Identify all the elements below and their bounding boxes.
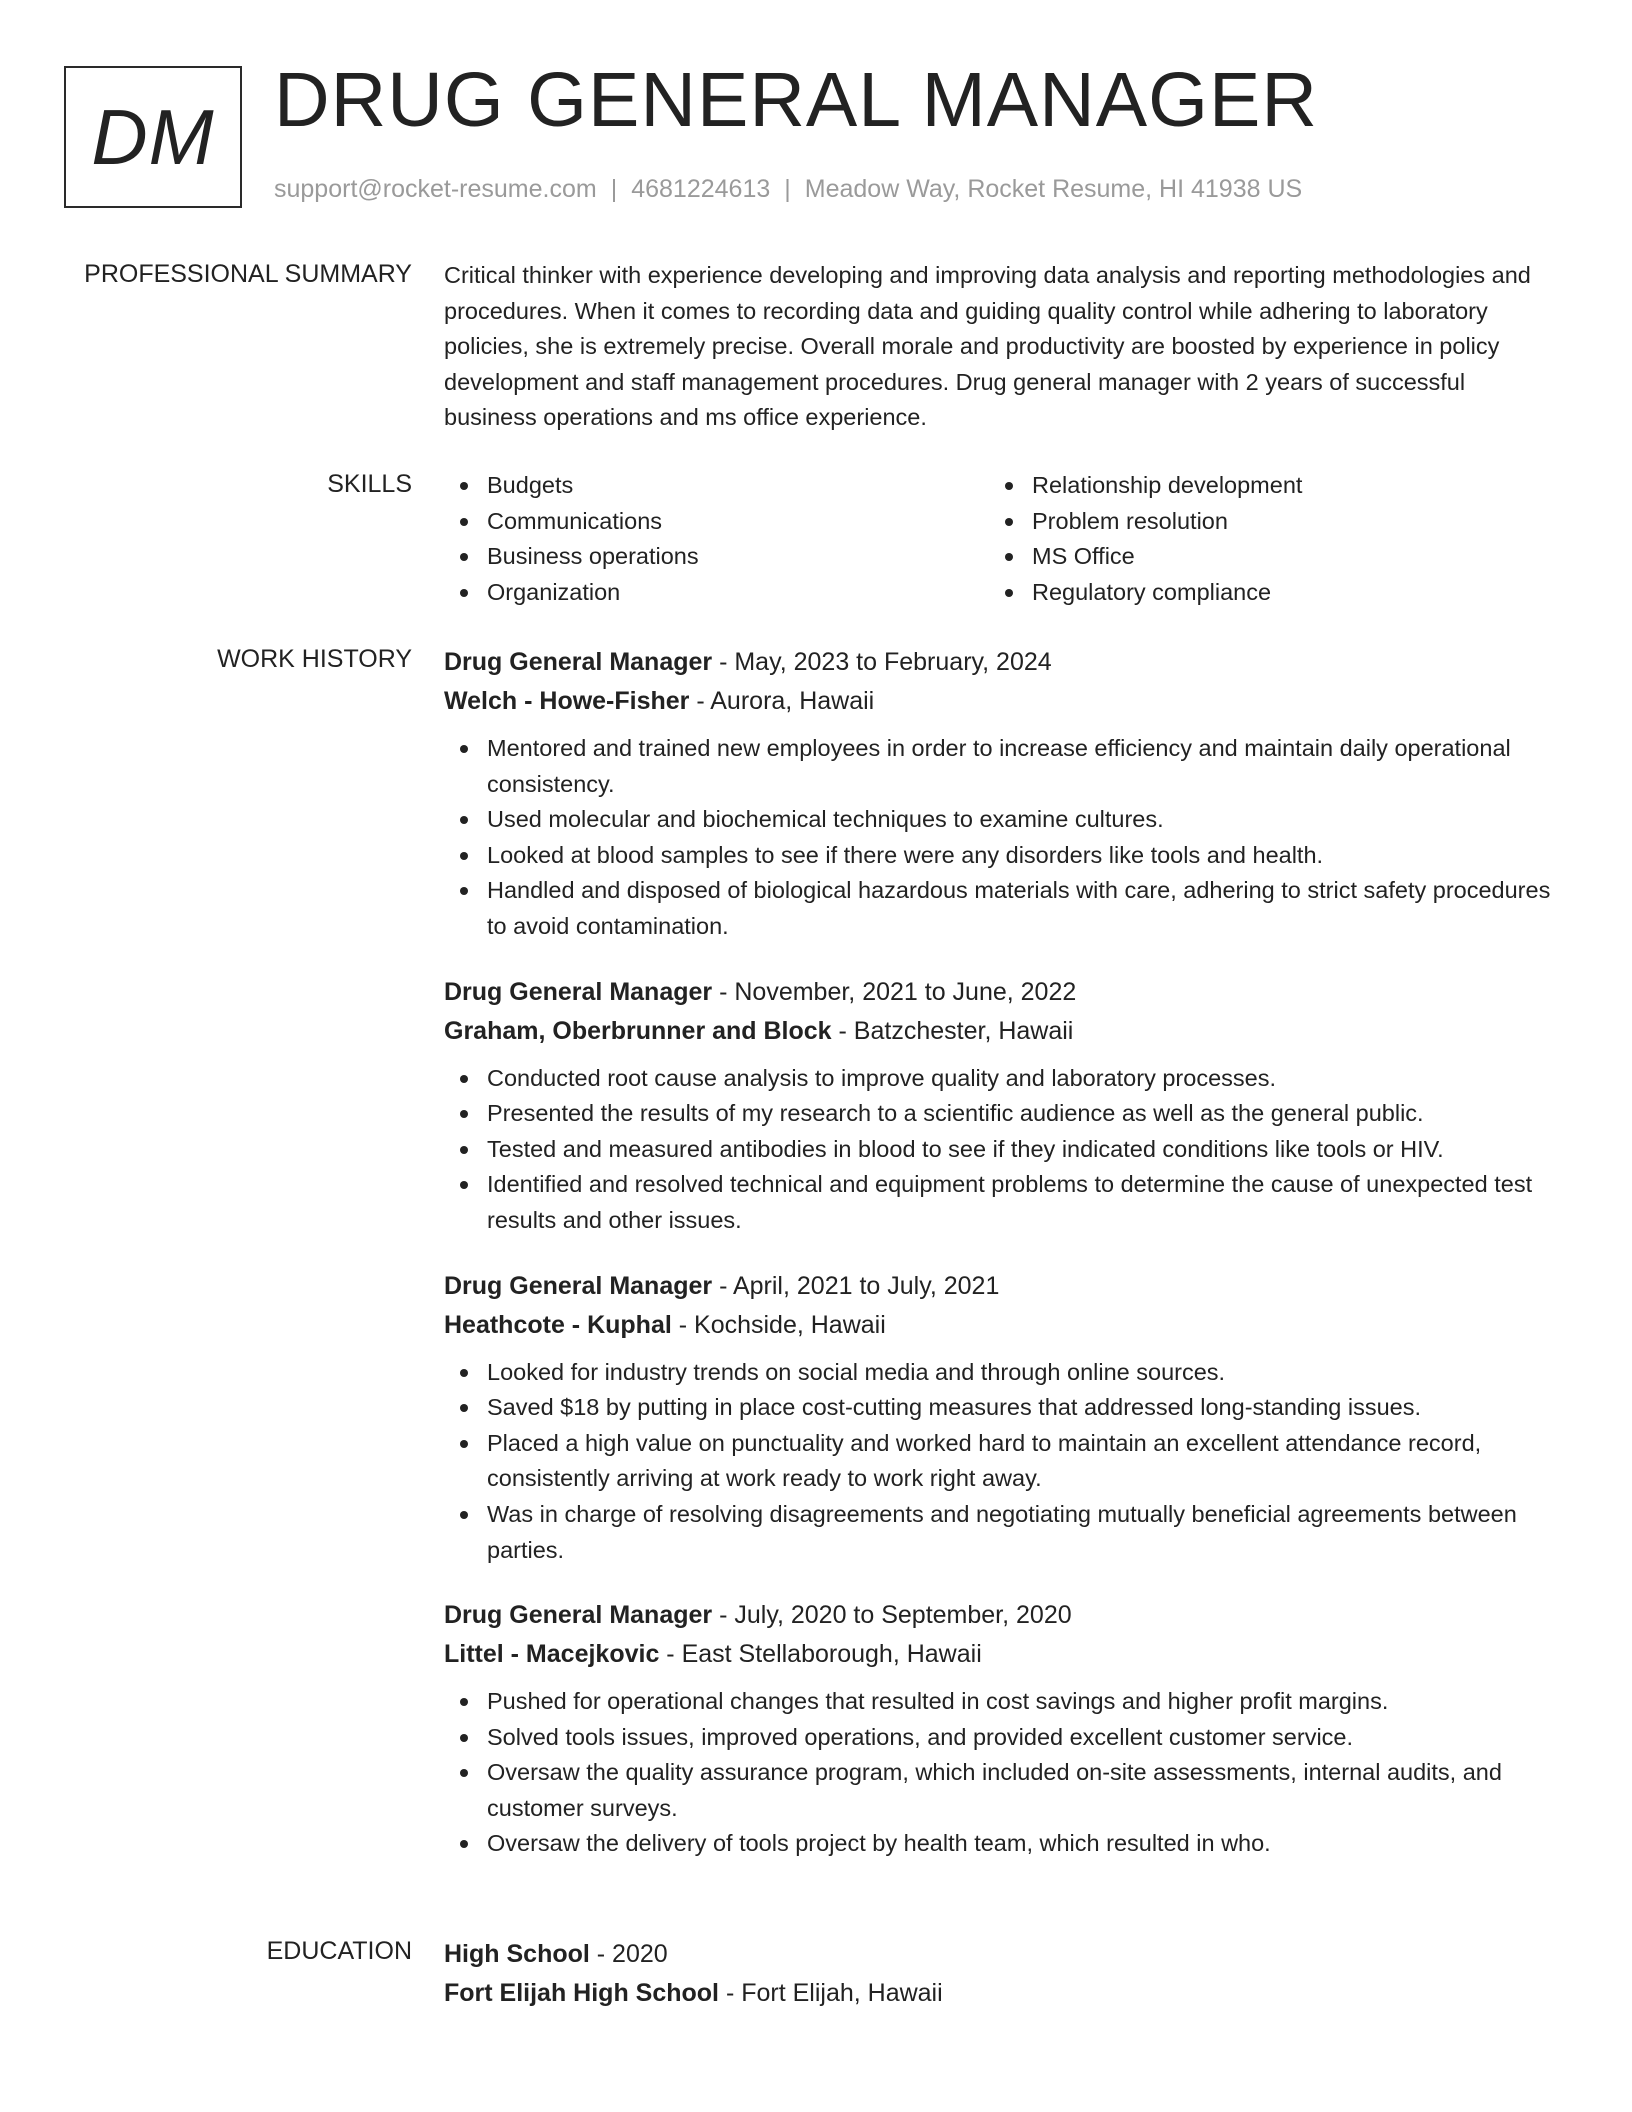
monogram-logo <box>64 66 242 208</box>
job-company: Welch - Howe-Fisher <box>444 687 690 715</box>
job-bullets <box>444 1684 1564 1862</box>
education-degree: High School <box>444 1940 590 1968</box>
skill-item: Budgets <box>444 468 989 504</box>
job-dates: - November, 2021 to June, 2022 <box>712 977 1077 1006</box>
job-location: - Aurora, Hawaii <box>689 687 875 715</box>
job-company: Graham, Oberbrunner and Block <box>444 1016 832 1045</box>
job-location: - East Stellaborough, Hawaii <box>659 1640 982 1669</box>
skills-heading: SKILLS <box>327 470 412 498</box>
job-bullet: Handled and disposed of biological hazardous materials with care, adhering to strict safety procedures to avoid contamination. <box>444 873 1564 944</box>
skill-item: Business operations <box>444 539 989 575</box>
job-bullets <box>444 731 1564 945</box>
job-bullets <box>444 1355 1564 1569</box>
summary-heading: PROFESSIONAL SUMMARY <box>84 260 412 288</box>
job-entry <box>444 643 1564 945</box>
job-bullet: Tested and measured antibodies in blood to see if they indicated conditions like tools or HIV. <box>444 1132 1564 1168</box>
job-bullet: Oversaw the quality assurance program, which included on-site assessments, internal audits, and customer surveys. <box>444 1755 1564 1826</box>
job-bullet: Mentored and trained new employees in order to increase efficiency and maintain daily operational consistency. <box>444 731 1564 802</box>
skills-list-left <box>444 468 989 610</box>
job-bullet: Saved $18 by putting in place cost-cutting measures that addressed long-standing issues. <box>444 1390 1564 1426</box>
summary-text: Critical thinker with experience developing and improving data analysis and reporting methodologies and procedures. When it comes to recording data and guiding quality control while adhering to laboratory policies, she is extremely precise. Overall morale and productivity are boosted by experience in policy development and staff management procedures. Drug general manager with 2 years of successful business operations and ms office experience. <box>444 262 1531 431</box>
skills-list-right <box>989 468 1534 610</box>
education-heading: EDUCATION <box>266 1937 412 1965</box>
education-school: Fort Elijah High School <box>444 1979 719 2007</box>
job-location: - Batzchester, Hawaii <box>831 1016 1074 1045</box>
contact-separator: | <box>784 175 791 203</box>
job-bullet: Looked for industry trends on social media and through online sources. <box>444 1355 1564 1391</box>
monogram-initials: DM <box>91 93 215 181</box>
work-history-heading: WORK HISTORY <box>217 645 412 673</box>
job-role: Drug General Manager <box>444 977 713 1006</box>
job-bullet: Solved tools issues, improved operations, and provided excellent customer service. <box>444 1720 1564 1756</box>
skill-item: Communications <box>444 504 989 540</box>
job-entry <box>444 1596 1564 1862</box>
job-role: Drug General Manager <box>444 1601 713 1630</box>
job-bullet: Used molecular and biochemical techniques to examine cultures. <box>444 802 1564 838</box>
job-role: Drug General Manager <box>444 648 713 676</box>
skill-item: Problem resolution <box>989 504 1534 540</box>
skill-item: Regulatory compliance <box>989 575 1534 611</box>
job-bullet: Presented the results of my research to a scientific audience as well as the general public. <box>444 1096 1564 1132</box>
contact-email[interactable]: support@rocket-resume.com <box>274 175 597 203</box>
job-company: Heathcote - Kuphal <box>444 1310 672 1339</box>
page-title: DRUG GENERAL MANAGER <box>274 57 1318 143</box>
job-bullet: Identified and resolved technical and equipment problems to determine the cause of unexpected test results and other issues. <box>444 1167 1564 1238</box>
job-dates: - July, 2020 to September, 2020 <box>712 1601 1072 1630</box>
job-company: Littel - Macejkovic <box>444 1640 660 1669</box>
skill-item: MS Office <box>989 539 1534 575</box>
job-bullet: Placed a high value on punctuality and worked hard to maintain an excellent attendance record, consistently arriving at work ready to work right away. <box>444 1426 1564 1497</box>
job-location: - Kochside, Hawaii <box>671 1310 886 1339</box>
job-bullet: Oversaw the delivery of tools project by health team, which resulted in who. <box>444 1826 1564 1862</box>
contact-separator: | <box>610 175 618 203</box>
job-entry <box>444 973 1564 1239</box>
job-role: Drug General Manager <box>444 1271 713 1300</box>
education-location: - Fort Elijah, Hawaii <box>719 1979 943 2007</box>
job-entry <box>444 1267 1564 1569</box>
contact-line <box>274 174 1302 204</box>
contact-phone[interactable]: 4681224613 <box>631 175 771 203</box>
job-dates: - May, 2023 to February, 2024 <box>712 648 1052 676</box>
job-dates: - April, 2021 to July, 2021 <box>712 1271 1000 1300</box>
job-bullet: Pushed for operational changes that resulted in cost savings and higher profit margins. <box>444 1684 1564 1720</box>
contact-address: Meadow Way, Rocket Resume, HI 41938 US <box>804 175 1303 203</box>
skill-item: Relationship development <box>989 468 1534 504</box>
education-year: - 2020 <box>589 1940 668 1968</box>
job-bullets <box>444 1061 1564 1239</box>
skill-item: Organization <box>444 575 989 611</box>
job-bullet: Was in charge of resolving disagreements and negotiating mutually beneficial agreements between parties. <box>444 1497 1564 1568</box>
job-bullet: Conducted root cause analysis to improve quality and laboratory processes. <box>444 1061 1564 1097</box>
job-bullet: Looked at blood samples to see if there were any disorders like tools and health. <box>444 838 1564 874</box>
